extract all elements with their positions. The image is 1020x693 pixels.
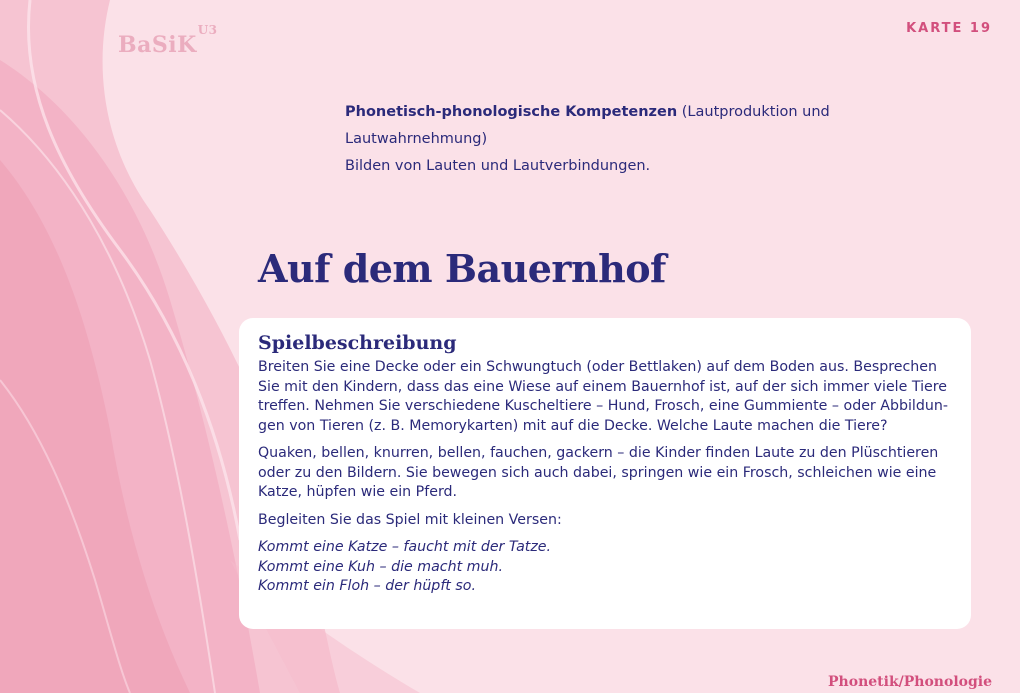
competence-title: Phonetisch-phonologische Kompetenzen — [345, 104, 678, 120]
description-box — [239, 318, 971, 629]
logo-sup: U3 — [197, 22, 218, 37]
verses-block — [258, 538, 951, 597]
paragraph-line: oder zu den Bildern. Sie bewegen sich auch dabei, springen wie ein Frosch, schleichen wie eine — [258, 464, 937, 481]
paragraph-line: Katze, hüpfen wie ein Pferd. — [258, 484, 458, 500]
paragraph-line: Breiten Sie eine Decke oder ein Schwungtuch (oder Bettlaken) auf dem Boden aus. Besprechen — [258, 359, 937, 375]
verse-line: Kommt eine Kuh – die macht muh. — [258, 558, 503, 575]
verse-line: Kommt eine Katze – faucht mit der Tatze. — [258, 539, 552, 555]
card-number-label: KARTE 19 — [906, 21, 992, 36]
paragraph-line: gen von Tieren (z. B. Memorykarten) mit auf die Decke. Welche Laute machen die Tiere? — [258, 417, 888, 434]
description-heading: Spielbeschreibung — [258, 332, 457, 354]
logo-text: BaSiK — [118, 32, 197, 58]
paragraph-line: Quaken, bellen, knurren, bellen, fauchen, gackern – die Kinder finden Laute zu den Plüschtieren — [258, 445, 939, 461]
competence-detail: (Lautproduktion und Lautwahrnehmung) — [345, 104, 830, 147]
competence-block — [345, 99, 965, 180]
paragraph-line: Sie mit den Kindern, dass das eine Wiese auf einem Bauernhof ist, auf der sich immer viele Tiere — [258, 378, 948, 395]
description-paragraph-3: Begleiten Sie das Spiel mit kleinen Versen: — [258, 511, 562, 528]
competence-line-1 — [345, 99, 965, 153]
page-title: Auf dem Bauernhof — [258, 246, 666, 291]
competence-line-2: Bilden von Lauten und Lautverbindungen. — [345, 158, 651, 174]
verse-line: Kommt ein Floh – der hüpft so. — [258, 578, 476, 594]
basik-logo — [118, 22, 218, 58]
description-paragraph-2 — [258, 444, 951, 503]
footer-category: Phonetik/Phonologie — [828, 674, 992, 690]
description-paragraph-1 — [258, 358, 951, 436]
paragraph-line: treffen. Nehmen Sie verschiedene Kuscheltiere – Hund, Frosch, eine Gummiente – oder Abbildun- — [258, 398, 948, 414]
